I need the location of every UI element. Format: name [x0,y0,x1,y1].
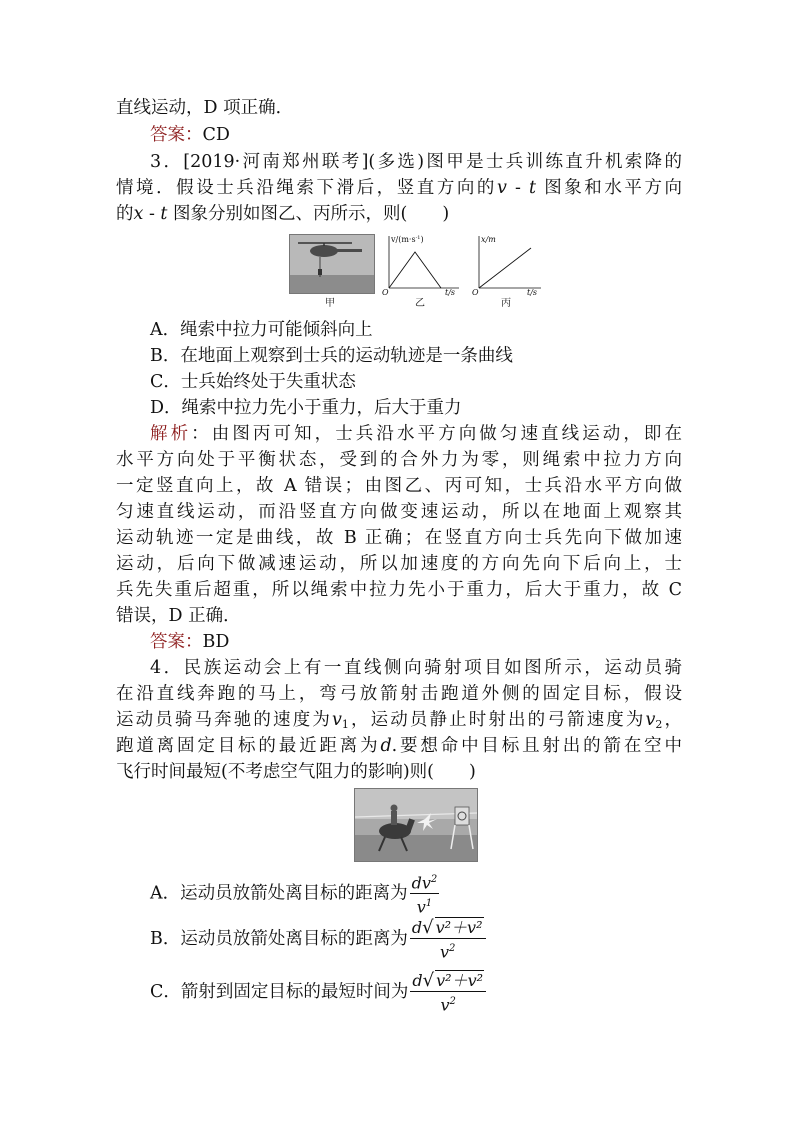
horse-archery-photo [354,788,478,862]
var-v1: v [331,710,342,730]
q4-option-c [150,970,486,1015]
var-t: t [160,204,168,224]
dash: - [506,178,530,198]
question-4-line-4 [116,733,682,759]
q4-text: .要想命中目标且射出的箭在空中 [391,736,683,756]
var-x: x [133,204,144,224]
answer-value: CD [202,125,230,145]
analysis-line-7: 兵先失重后超重，所以绳索中拉力先小于重力，后大于重力，故 C [116,580,682,600]
option-b-text: B．运动员放箭处离目标的距离为 [150,929,408,950]
bing-xlabel: t/s [527,288,538,296]
answer-label: 答案： [150,125,203,145]
q4-option-a [150,870,439,918]
bing-origin: O [472,288,479,296]
var-d: d [380,736,392,756]
yi-ylabel: $v/(m\cdot s^{-1})$ [391,235,424,244]
numerator-d: d [411,918,423,937]
q4-text: 运动员骑马奔驰的速度为 [116,710,332,730]
text-line [116,95,682,121]
q3-text: 图象分别如图乙、丙所示，则( ) [167,204,450,224]
q4-text: 跑道离固定目标的最近距离为 [116,736,381,756]
vt-graph [379,232,463,296]
caption-yi: 乙 [415,298,425,309]
vt-line [389,252,441,288]
q4-text: ，运动员静止时射出的弓箭速度为 [348,710,646,730]
analysis-line-2: 水平方向处于平衡状态，受到的合外力为零，则绳索中拉力方向 [116,450,682,470]
sqrt-icon: √ [422,970,435,991]
dash: - [143,204,161,224]
helicopter-photo [289,234,375,294]
sup: 2 [449,943,456,954]
continued-text: 直线运动，D 项正确． [116,98,294,118]
option-a-text: A．运动员放箭处离目标的距离为 [150,883,408,904]
analysis-line-5: 运动轨迹一定是曲线，故 B 正确；在竖直方向士兵先向下做加速 [116,528,682,548]
yi-origin: O [382,288,389,296]
sup: 2 [449,996,456,1007]
denominator: v [439,942,450,962]
question-4-line-2: 在沿直线奔跑的马上，弯弓放箭射击跑道外侧的固定目标，假设 [116,684,682,704]
analysis-line-3: 一定竖直向上，故 A 错误；由图乙、丙可知，士兵沿水平方向做 [116,476,682,496]
question-3-line-1 [150,149,682,175]
analysis-text: ：由图丙可知，士兵沿水平方向做匀速直线运动，即在 [191,424,683,444]
sub-2: 2 [655,718,663,731]
q3-text: 的 [116,204,134,224]
q3-option-b: B．在地面上观察到士兵的运动轨迹是一条曲线 [150,346,513,366]
answer-value: BD [202,632,230,652]
caption-bing: 丙 [501,298,511,309]
question-3-line-2 [116,175,682,201]
q3-option-d: D．绳索中拉力先小于重力，后大于重力 [150,398,462,418]
q3-text: 3．[2019·河南郑州联考](多选)图甲是士兵训练直升机索降的 [150,152,682,172]
option-c-text: C．箭射到固定目标的最短时间为 [150,982,409,1003]
xt-graph [469,232,545,296]
var-t: t [529,178,537,198]
q3-text: 图象和水平方向 [536,178,683,198]
q4-text: ， [662,710,683,730]
q4-option-b [150,917,486,962]
fraction-b [410,917,486,962]
analysis-line-1 [150,421,682,447]
horse-rider-icon [355,789,477,861]
denominator: v [440,995,450,1015]
fraction-c [410,970,486,1015]
analysis-label: 解析 [150,424,192,444]
question-4-line-5: 飞行时间最短(不考虑空气阻力的影响)则( ) [116,762,476,782]
denominator: v [416,897,426,917]
fraction-a [410,870,440,918]
var-v: v [497,178,507,198]
helicopter-icon [290,235,374,293]
sup: 2 [430,874,438,885]
q3-text: 情境．假设士兵沿绳索下滑后，竖直方向的 [116,178,497,198]
xt-line [479,248,531,288]
q3-figure [285,232,545,314]
sqrt-content: v²＋v² [436,971,484,990]
numerator: dv [411,873,431,893]
question-4-line-1: 4．民族运动会上有一直线侧向骑射项目如图所示，运动员骑 [150,658,682,678]
caption-jia: 甲 [325,298,335,309]
answer-line-q3 [150,629,682,655]
question-3-line-3 [116,201,682,227]
q3-option-c: C．士兵始终处于失重状态 [150,372,356,392]
analysis-line-6: 运动，后向下做减速运动，所以加速度的方向先向下后向上，士 [116,554,682,574]
sqrt-icon: √ [422,917,434,938]
analysis-line-4: 匀速直线运动，而沿竖直方向做变速运动，所以在地面上观察其 [116,502,682,522]
sup: 1 [425,898,433,910]
answer-line-q2 [150,122,682,148]
bing-ylabel: x/m [481,235,496,244]
analysis-line-8: 错误，D 正确． [116,606,241,626]
sub-1: 1 [341,718,349,731]
var-v2: v [645,710,656,730]
q3-option-a: A．绳索中拉力可能倾斜向上 [150,320,373,340]
numerator-d: d [412,971,423,990]
answer-label: 答案： [150,632,203,652]
yi-xlabel: t/s [445,288,456,296]
sqrt-content: v²＋v² [435,918,483,937]
